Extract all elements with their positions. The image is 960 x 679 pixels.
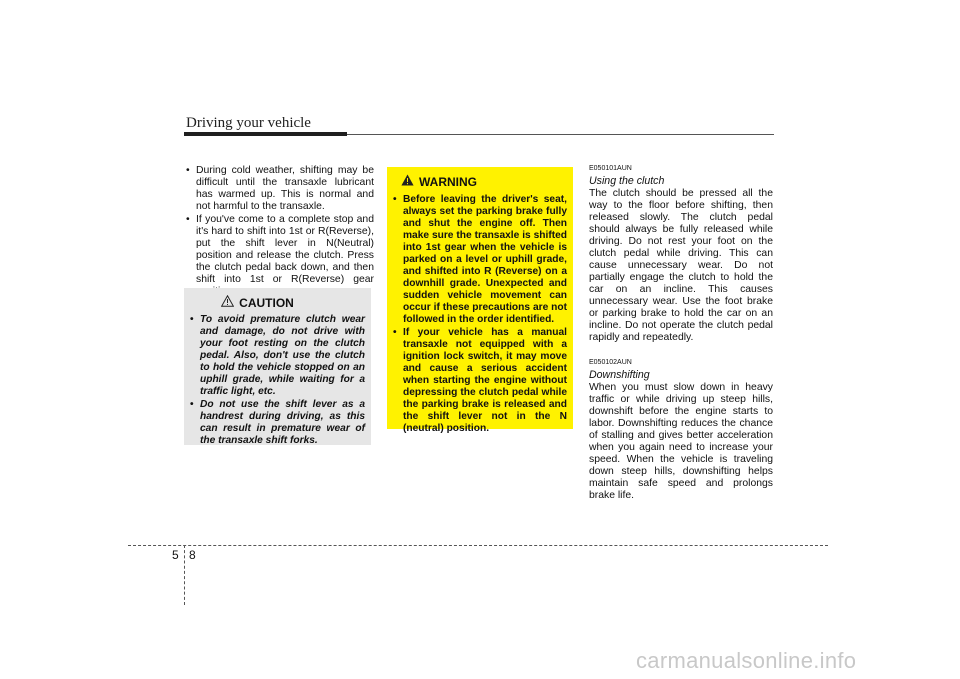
caution-item: • Do not use the shift lever as a handrest during driving, as this can result in premature wear of the transaxle shift forks. [190,399,365,447]
list-item: • If you've come to a complete stop and it's hard to shift into 1st or R(Reverse), put the shift lever in N(Neutral) position and release the clutch. Press the clutch pedal back down, and then shift into 1st or R(Reverse) gear [186,214,374,298]
page-header-title: Driving your vehicle [186,115,311,131]
chapter-number: 5 [172,548,179,562]
section-using-the-clutch [589,164,773,344]
left-column [186,165,374,299]
footer-vertical-divider [184,545,185,605]
warning-triangle-filled-icon [401,173,414,191]
caution-header [150,294,365,312]
caution-title: CAUTION [239,296,294,310]
warning-item: • If your vehicle has a manual transaxle not equipped with a ignition lock switch, it may move and cause a serious accident when starting the engine without depressing the clutch pedal while the parking brake is released and the shift lever not in the N (neutral) position. [393,327,567,435]
warning-triangle-outline-icon [221,294,234,312]
section-code: E050101AUN [589,165,632,172]
footer-divider [128,545,828,546]
right-column [589,164,773,516]
watermark: carmanualsonline.info [636,648,857,673]
warning-title: WARNING [419,175,477,189]
header-rule [347,134,774,135]
page-number: 8 [189,548,196,562]
caution-box [184,288,371,445]
section-heading: Using the clutch [589,175,665,187]
section-body: The clutch should be pressed all the way to the floor before shifting, then released slowly. The clutch pedal should always be fully released while driving. Do not rest your foot on the clutch pedal while driving. This can cause unnecessary wear. Do not partially engage the clutch to hold the car on an incline. This causes unnecessary wear. Use the foot brake or parking brake to hold the car on an incline. Do not operate the clutch pedal rapidly and repeatedly. [589,188,773,343]
warning-item: • Before leaving the driver's seat, always set the parking brake fully and shut the engine off. Then make sure the transaxle is shifted into 1st gear when the vehicle is parked on a level or uphill grade, and shifted into R (Reverse) on a downhill grade. Unexpected and sudden vehicle movement can occur if these precautions are not followed in the order identified. [393,194,567,326]
section-downshifting [589,358,773,502]
warning-header [401,173,567,191]
header-bar [184,132,347,136]
warning-box [387,167,573,434]
section-code: E050102AUN [589,359,632,366]
caution-item: • To avoid premature clutch wear and damage, do not drive with your foot resting on the clutch pedal. Also, don't use the clutch to hold the vehicle stopped on an uphill grade, while waiting for a traffic light, etc. [190,314,365,398]
section-heading: Downshifting [589,369,650,381]
list-item: • During cold weather, shifting may be difficult until the transaxle lubricant has warmed up. This is normal and not harmful to the transaxle. [186,165,374,213]
section-body: When you must slow down in heavy traffic or while driving up steep hills, downshift before the engine starts to labor. Downshifting reduces the chance of stalling and gives better acceleration when you again need to increase your speed. When the vehicle is traveling down steep hills, downshifting helps maintain safe speed and prolongs brake life. [589,382,773,501]
